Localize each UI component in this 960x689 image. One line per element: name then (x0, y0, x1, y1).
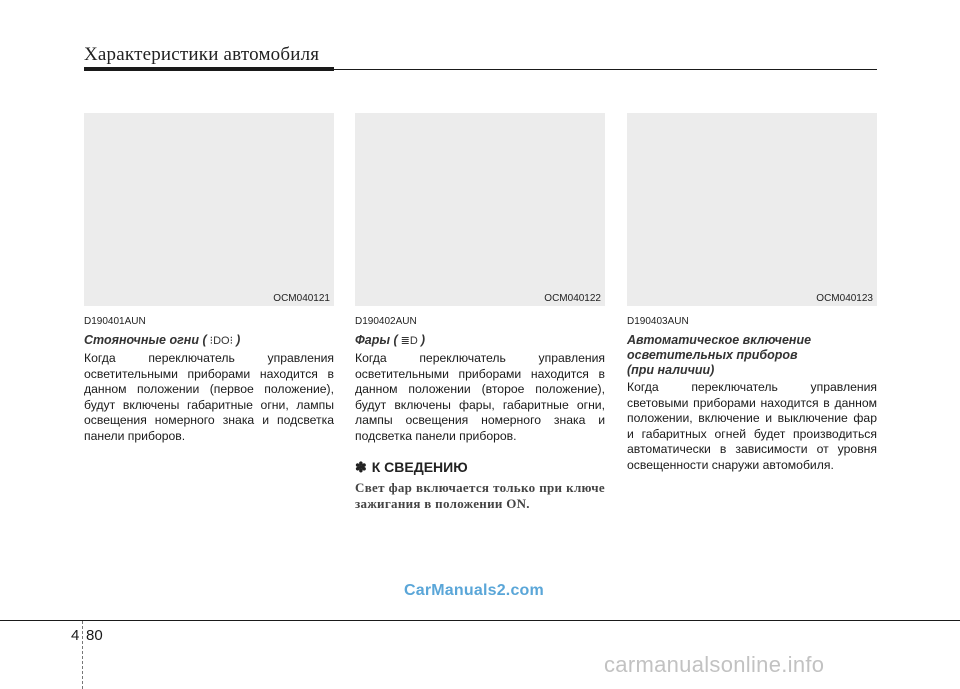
section-body: Когда переключатель управления световыми приборами находится в данном положении, включение и выключение фар и габаритных огней будет производиться автоматически в зависимости от уровня освещенности снаружи автомобиля. (627, 380, 877, 472)
heading-line-3: (при наличии) (627, 363, 715, 377)
heading-text: Стояночные огни ( (84, 333, 207, 347)
heading-close: ) (236, 333, 241, 347)
section-code: D190403AUN (627, 316, 689, 327)
footer-rule (0, 620, 960, 621)
page-header-title: Характеристики автомобиля (84, 44, 320, 65)
section-heading (84, 333, 334, 349)
heading-line-1: Автоматическое включение (627, 333, 812, 347)
info-text: Свет фар включается только при ключе зажигания в положении ON. (355, 479, 605, 511)
section-code: D190402AUN (355, 316, 417, 327)
info-heading (355, 459, 605, 476)
image-caption: OCM040121 (273, 293, 330, 304)
image-caption: OCM040122 (544, 293, 601, 304)
parking-light-icon: ⁝DO⁝ (209, 335, 234, 347)
headlight-icon: ≣D (400, 335, 418, 347)
column-parking-lights (84, 113, 334, 445)
section-body: Когда переключатель управления осветительными приборами находится в данном положении (второе положение), будут включены фары, габаритные огни, лампы освещения номерного знака и подсветка панели приборов. (355, 351, 605, 443)
heading-line-2: осветительных приборов (627, 348, 798, 362)
carmanuals-watermark: CarManuals2.com (404, 582, 544, 599)
column-auto-lights (627, 113, 877, 474)
page-number: 80 (86, 627, 103, 644)
page-chapter: 4 (71, 627, 80, 644)
column-headlights (355, 113, 605, 512)
header-rule-thin (334, 69, 877, 70)
heading-text: Фары ( (355, 333, 398, 347)
section-heading (627, 333, 877, 378)
info-star-icon: ✽ (355, 458, 367, 475)
section-body: Когда переключатель управления осветительными приборами находится в данном положении (первое положение), будут включены габаритные огни, лампы освещения номерного знака и подсветка панели приборов. (84, 351, 334, 443)
header-rule-thick (84, 67, 334, 71)
site-watermark: carmanualsonline.info (604, 652, 825, 677)
illustration-placeholder (84, 113, 334, 306)
info-heading-text: К СВЕДЕНИЮ (371, 458, 468, 475)
section-heading (355, 333, 605, 349)
footer-divider (82, 621, 83, 689)
section-code: D190401AUN (84, 316, 146, 327)
illustration-placeholder (627, 113, 877, 306)
image-caption: OCM040123 (816, 293, 873, 304)
illustration-placeholder (355, 113, 605, 306)
heading-close: ) (420, 333, 426, 347)
